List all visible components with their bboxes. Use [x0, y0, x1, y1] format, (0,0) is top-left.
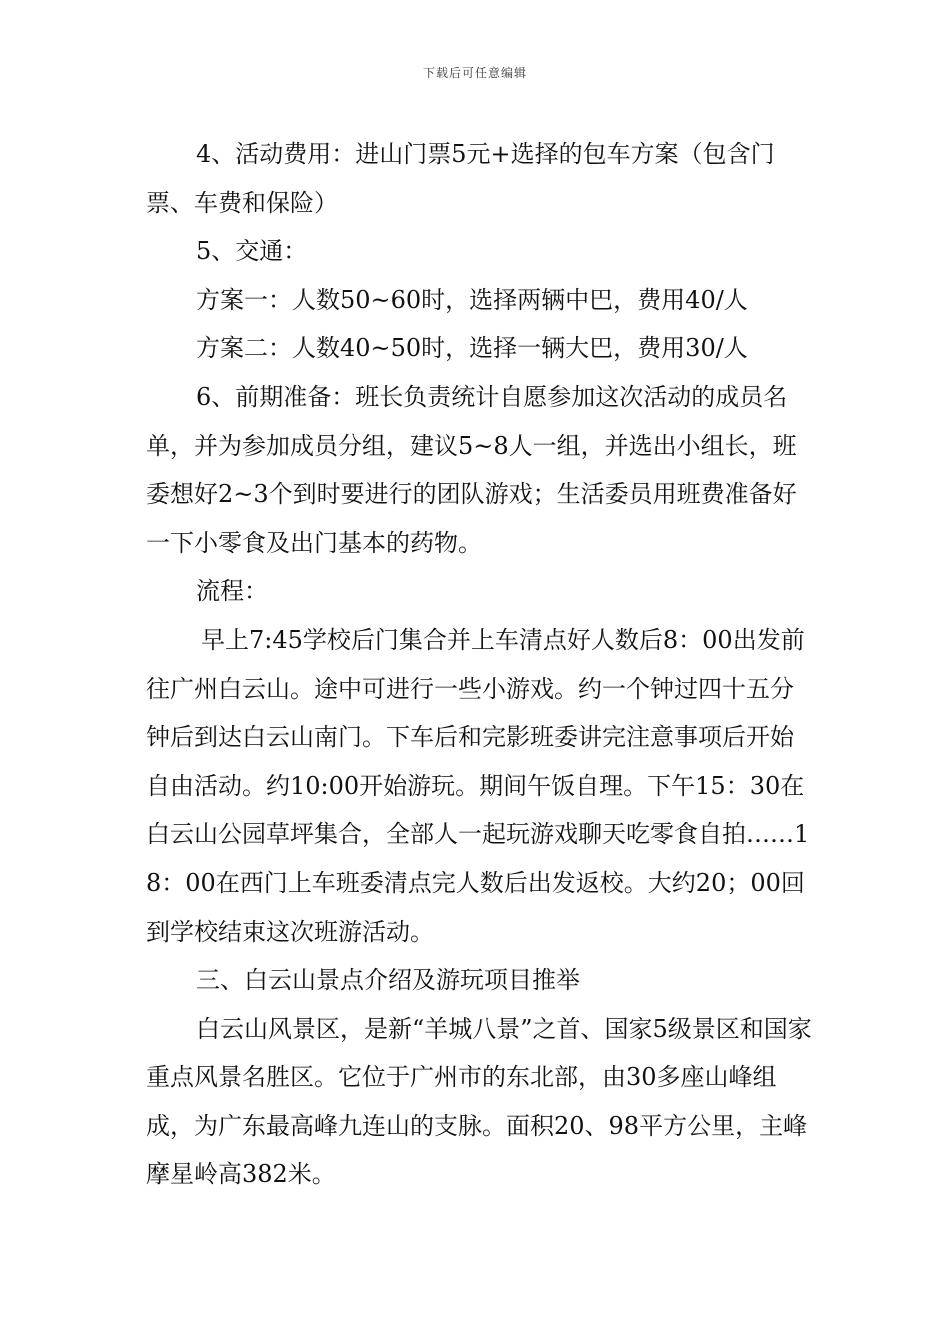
section-heading-baiyun: 三、白云山景点介绍及游玩项目推举 — [196, 966, 580, 995]
paragraph-preparation: 6、前期准备：班长负责统计自愿参加这次活动的成员名单，并为参加成员分组，建议5~8人一组，并选出小组长，班委想好2~3个到时要进行的团队游戏；生活委员用班费准备好一下小零食及出门基本的药物。 — [146, 382, 797, 557]
paragraph-process-heading: 流程： — [196, 577, 268, 606]
page-header: 下载后可任意编辑 — [422, 66, 527, 80]
paragraph-baiyun-intro: 白云山风景区，是新“羊城八景”之首、国家5级景区和国家重点风景名胜区。它位于广州市的东北部，由30多座山峰组成，为广东最高峰九连山的支脉。面积20、98平方公里，主峰摩星岭高382米。 — [146, 1014, 812, 1189]
paragraph-transport-heading: 5、交通： — [196, 237, 308, 266]
paragraph-activity-fee: 4、活动费用：进山门票5元+选择的包车方案（包含门票、车费和保险） — [146, 140, 775, 217]
document-body — [146, 130, 814, 1199]
paragraph-plan-two: 方案二：人数40~50时，选择一辆大巴，费用30/人 — [196, 334, 748, 363]
paragraph-process-detail: 早上7:45学校后门集合并上车清点好人数后8：00出发前往广州白云山。途中可进行一些小游戏。约一个钟过四十五分钟后到达白云山南门。下车后和完影班委讲完注意事项后开始自由活动。约10:00开始游玩。期间午饭自理。下午15：30在白云山公园草坪集合，全部人一起玩游戏聊天吃零食自拍……18：00在西门上车班委清点完人数后出发返校。大约20；00回到学校结束这次班游活动。 — [146, 625, 810, 946]
paragraph-plan-one: 方案一：人数50~60时，选择两辆中巴，费用40/人 — [196, 285, 748, 314]
